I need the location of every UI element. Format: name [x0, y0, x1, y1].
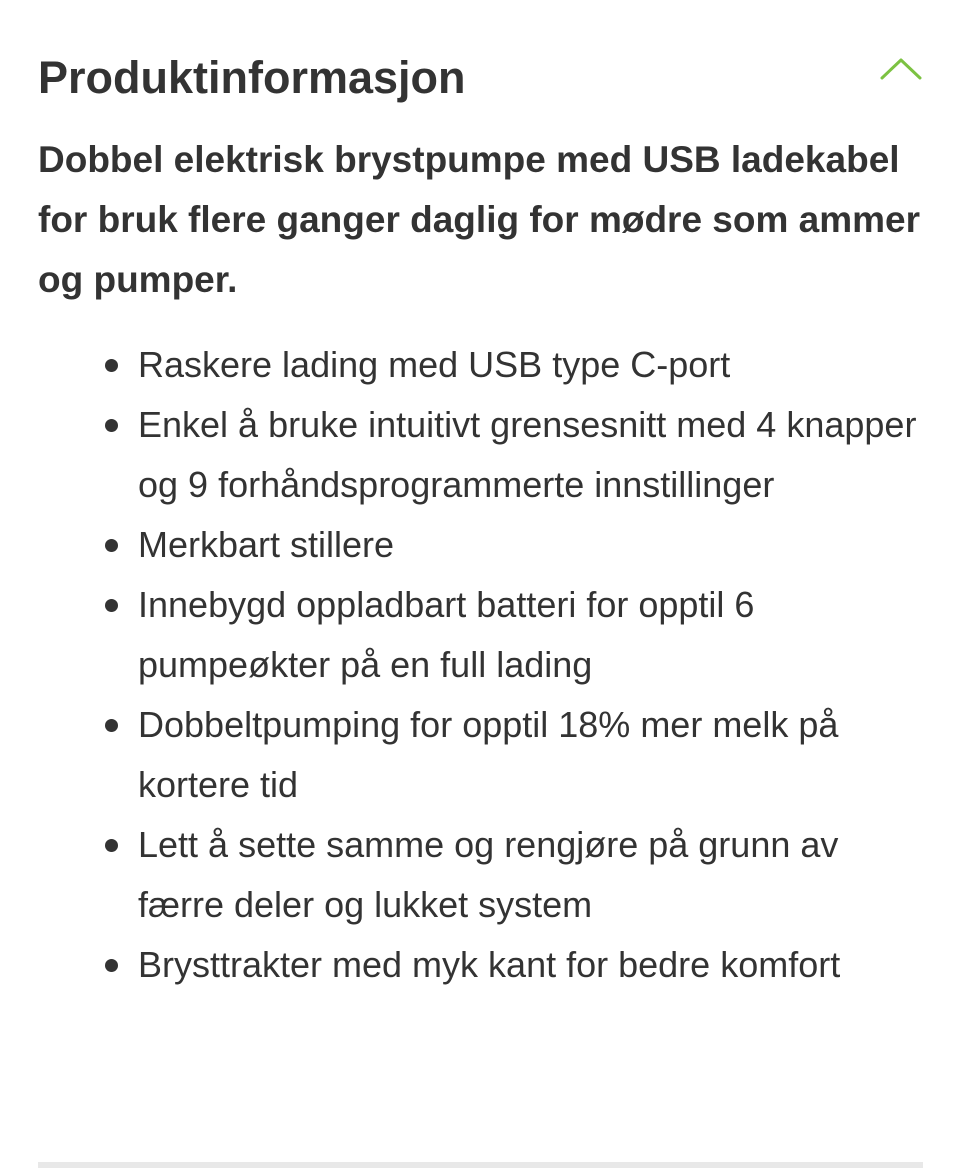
list-item: [138, 335, 923, 395]
accordion-title: Produktinformasjon: [38, 52, 466, 103]
bullet-icon: [105, 599, 118, 612]
feature-text: Raskere lading med USB type C-port: [138, 344, 731, 385]
bullet-icon: [105, 419, 118, 432]
feature-text: Merkbart stillere: [138, 524, 395, 565]
list-item: [138, 935, 923, 995]
bullet-icon: [105, 539, 118, 552]
chevron-up-icon[interactable]: [879, 52, 923, 88]
bullet-icon: [105, 719, 118, 732]
list-item: [138, 695, 923, 815]
bullet-icon: [105, 359, 118, 372]
feature-text: Dobbeltpumping for opptil 18% mer melk på kortere tid: [138, 704, 839, 805]
list-item: [138, 395, 923, 515]
accordion-header[interactable]: [38, 44, 923, 114]
bullet-icon: [105, 839, 118, 852]
product-intro: Dobbel elektrisk brystpumpe med USB ladekabel for bruk flere ganger daglig for mødre som ammer og pumper.: [38, 139, 921, 300]
feature-text: Innebygd oppladbart batteri for opptil 6 pumpeøkter på en full lading: [138, 584, 755, 685]
bullet-icon: [105, 959, 118, 972]
feature-list: [138, 335, 923, 995]
product-info-panel: [38, 0, 923, 1174]
list-item: [138, 515, 923, 575]
feature-text: Brysttrakter med myk kant for bedre komfort: [138, 944, 841, 985]
section-divider: [38, 1162, 923, 1168]
feature-text: Lett å sette samme og rengjøre på grunn av færre deler og lukket system: [138, 824, 839, 925]
list-item: [138, 575, 923, 695]
list-item: [138, 815, 923, 935]
feature-text: Enkel å bruke intuitivt grensesnitt med 4 knapper og 9 forhåndsprogrammerte innstillinger: [138, 404, 917, 505]
